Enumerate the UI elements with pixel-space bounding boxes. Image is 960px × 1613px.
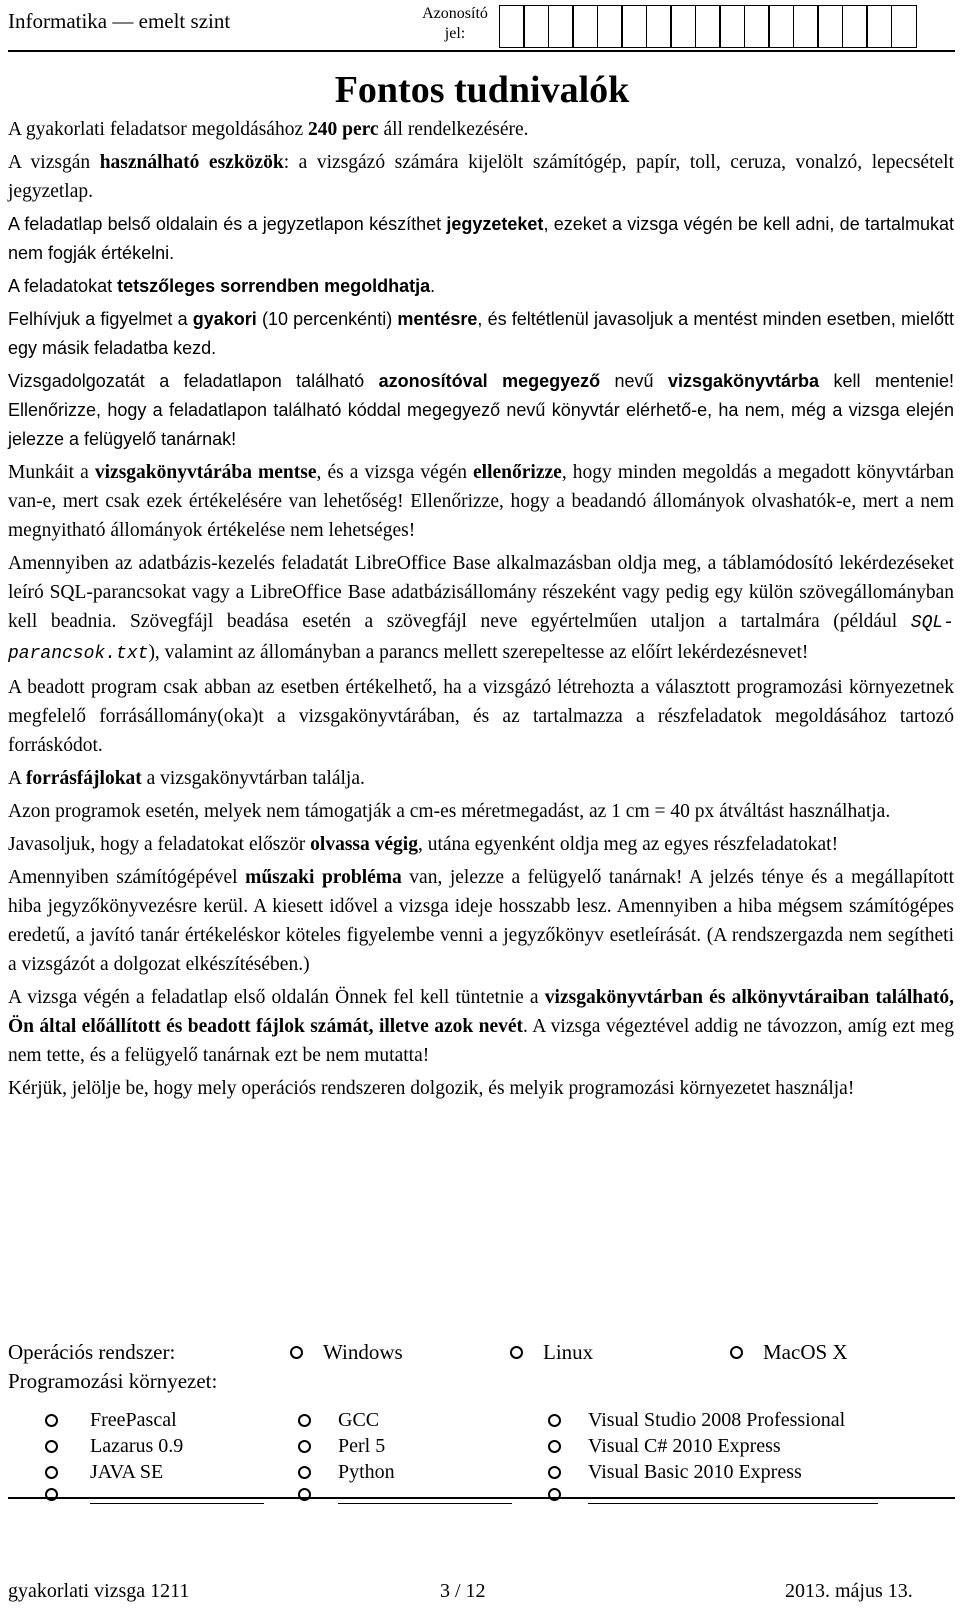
id-box[interactable] bbox=[621, 5, 647, 48]
id-label-line1: Azonosító bbox=[422, 5, 488, 22]
paragraph-read-first: Javasoljuk, hogy a feladatokat először olvassa végig, utána egyenként oldja meg az egyes részfeladatokat! bbox=[8, 834, 839, 855]
radio-circle-icon[interactable] bbox=[548, 1440, 561, 1453]
id-box[interactable] bbox=[793, 5, 819, 48]
paragraph-program: A beadott program csak abban az esetben értékelhető, ha a vizsgázó létrehozta a választott programozási környezetnek megfelelő forrásállomány(oka)t a vizsgakönyvtárában, és az tartalmazza a részfeladatok megoldásához tartozó forráskódot. bbox=[8, 677, 954, 756]
os-option-windows[interactable]: Windows bbox=[290, 1340, 403, 1365]
env-label: Programozási környezet: bbox=[8, 1369, 218, 1393]
id-box[interactable] bbox=[842, 5, 868, 48]
id-box[interactable] bbox=[891, 5, 917, 48]
paragraph-technical-problem: Amennyiben számítógépével műszaki probléma van, jelezze a felügyelő tanárnak! A jelzés ténye és a megállapított hiba jegyzőkönyvezésre kerül. A kiesett idővel a vizsga ideje hosszabb lesz. Amennyiben a hiba mégsem számítógépes eredetű, a javító tanár értékeléskor köteles figyelembe venni a jegyzőkönyv esetleírását. (A rendszergazda nem segítheti a vizsgázót a dolgozat elkészítésében.) bbox=[8, 867, 954, 975]
page-title: Fontos tudnivalók bbox=[334, 69, 630, 111]
id-box[interactable] bbox=[523, 5, 549, 48]
paragraph-database: Amennyiben az adatbázis-kezelés feladatát LibreOffice Base alkalmazásban oldja meg, a táblamódosító lekérdezéseket leíró SQL-parancsokat vagy a LibreOffice Base adatbázisállomány részeként vagy pedig egy külön szövegállományban kell beadnia. Szövegfájl beadása esetén a szövegfájl neve egyértelműen utaljon a tartalmára (például SQL-parancsok.txt), valamint az állományban a parancs mellett szerepeltesse az előírt lekérdezésnevet! bbox=[8, 553, 954, 664]
id-box[interactable] bbox=[597, 5, 623, 48]
radio-circle-icon[interactable] bbox=[548, 1466, 561, 1479]
env-option-vs2008[interactable]: Visual Studio 2008 Professional bbox=[548, 1409, 845, 1432]
radio-circle-icon[interactable] bbox=[298, 1488, 311, 1501]
paragraph-exam-directory: Vizsgadolgozatát a feladatlapon található azonosítóval megegyező nevű vizsgakönyvtárba kell mentenie! Ellenőrizze, hogy a feladatlapon található kóddal megegyező nevű könyvtár elérhető-e, ha nem, még a vizsga elején jelezze a felügyelő tanárnak! bbox=[8, 371, 954, 449]
header-subject: Informatika — emelt szint bbox=[8, 9, 231, 33]
id-box[interactable] bbox=[548, 5, 574, 48]
paragraph-order: A feladatokat tetszőleges sorrendben megoldhatja. bbox=[8, 276, 436, 296]
blank-line[interactable] bbox=[338, 1485, 512, 1504]
id-box[interactable] bbox=[695, 5, 721, 48]
id-box[interactable] bbox=[768, 5, 794, 48]
paragraph-check-files: Munkáit a vizsgakönyvtárába mentse, és a vizsga végén ellenőrizze, hogy minden megoldás a megadott könyvtárban van-e, mert csak ezek értékelésére van lehetőség! Ellenőrizze, hogy a beadandó állományok olvashatók-e, mert a nem megnyitható állományok értékelése nem lehetséges! bbox=[8, 462, 955, 541]
id-box[interactable] bbox=[572, 5, 598, 48]
env-option-java[interactable]: JAVA SE bbox=[45, 1461, 163, 1484]
paragraph-notes: A feladatlap belső oldalain és a jegyzetlapon készíthet jegyzeteket, ezeket a vizsga végén be kell adni, de tartalmukat nem fogják értékelni. bbox=[8, 214, 954, 263]
radio-circle-icon[interactable] bbox=[298, 1440, 311, 1453]
footer-date: 2013. május 13. bbox=[785, 1580, 913, 1602]
env-option-python[interactable]: Python bbox=[298, 1461, 395, 1484]
blank-line[interactable] bbox=[90, 1485, 264, 1504]
paragraph-time: A gyakorlati feladatsor megoldásához 240 perc áll rendelkezésére. bbox=[8, 119, 529, 140]
env-option-perl[interactable]: Perl 5 bbox=[298, 1435, 385, 1458]
env-option-freepascal[interactable]: FreePascal bbox=[45, 1409, 177, 1432]
radio-circle-icon[interactable] bbox=[45, 1466, 58, 1479]
os-label: Operációs rendszer: bbox=[8, 1340, 176, 1364]
radio-circle-icon[interactable] bbox=[290, 1346, 303, 1359]
id-box[interactable] bbox=[646, 5, 672, 48]
footer-page-number: 3 / 12 bbox=[440, 1580, 486, 1602]
env-option-vbasic[interactable]: Visual Basic 2010 Express bbox=[548, 1461, 802, 1484]
paragraph-saving: Felhívjuk a figyelmet a gyakori (10 percenkénti) mentésre, és feltétlenül javasoljuk a mentést minden esetben, mielőtt egy másik feladatba kezd. bbox=[8, 309, 954, 358]
id-box[interactable] bbox=[744, 5, 770, 48]
paragraph-select-environment: Kérjük, jelölje be, hogy mely operációs rendszeren dolgozik, és melyik programozási környezetet használja! bbox=[8, 1078, 855, 1099]
radio-circle-icon[interactable] bbox=[510, 1346, 523, 1359]
id-label-line2: jel: bbox=[444, 25, 466, 42]
radio-circle-icon[interactable] bbox=[548, 1488, 561, 1501]
env-option-other-3[interactable] bbox=[548, 1485, 878, 1504]
radio-circle-icon[interactable] bbox=[298, 1466, 311, 1479]
env-option-other-2[interactable] bbox=[298, 1485, 512, 1504]
paragraph-tools: A vizsgán használható eszközök: a vizsgázó számára kijelölt számítógép, papír, toll, ceruza, vonalzó, lepecsételt jegyzetlap. bbox=[8, 152, 954, 202]
id-box[interactable] bbox=[719, 5, 745, 48]
id-box[interactable] bbox=[499, 5, 525, 48]
id-box[interactable] bbox=[866, 5, 892, 48]
radio-circle-icon[interactable] bbox=[45, 1440, 58, 1453]
paragraph-units: Azon programok esetén, melyek nem támogatják a cm-es méretmegadást, az 1 cm = 40 px átváltást használhatja. bbox=[8, 801, 891, 822]
os-option-macos[interactable]: MacOS X bbox=[730, 1340, 848, 1365]
instructions bbox=[8, 115, 954, 1107]
os-option-linux[interactable]: Linux bbox=[510, 1340, 593, 1365]
header-rule bbox=[8, 50, 955, 52]
id-boxes bbox=[500, 5, 917, 48]
footer-exam-code: gyakorlati vizsga 1211 bbox=[8, 1580, 190, 1602]
env-option-other-1[interactable] bbox=[45, 1485, 264, 1504]
id-label bbox=[415, 4, 495, 44]
radio-circle-icon[interactable] bbox=[548, 1414, 561, 1427]
radio-circle-icon[interactable] bbox=[45, 1488, 58, 1501]
radio-circle-icon[interactable] bbox=[45, 1414, 58, 1427]
paragraph-source-files: A forrásfájlokat a vizsgakönyvtárban találja. bbox=[8, 768, 365, 789]
env-option-vcsharp[interactable]: Visual C# 2010 Express bbox=[548, 1435, 781, 1458]
radio-circle-icon[interactable] bbox=[298, 1414, 311, 1427]
id-box[interactable] bbox=[670, 5, 696, 48]
paragraph-file-list: A vizsga végén a feladatlap első oldalán Önnek fel kell tüntetnie a vizsgakönyvtárban és alkönyvtáraiban található, Ön által előállított és beadott fájlok számát, illetve azok nevét. A vizsga végeztével addig ne távozzon, amíg ezt meg nem tette, és a felügyelő tanárnak ezt be nem mutatta! bbox=[8, 987, 954, 1066]
blank-line[interactable] bbox=[588, 1485, 878, 1504]
env-option-gcc[interactable]: GCC bbox=[298, 1409, 379, 1432]
footer-rule bbox=[8, 1497, 955, 1499]
radio-circle-icon[interactable] bbox=[730, 1346, 743, 1359]
env-option-lazarus[interactable]: Lazarus 0.9 bbox=[45, 1435, 183, 1458]
id-box[interactable] bbox=[817, 5, 843, 48]
